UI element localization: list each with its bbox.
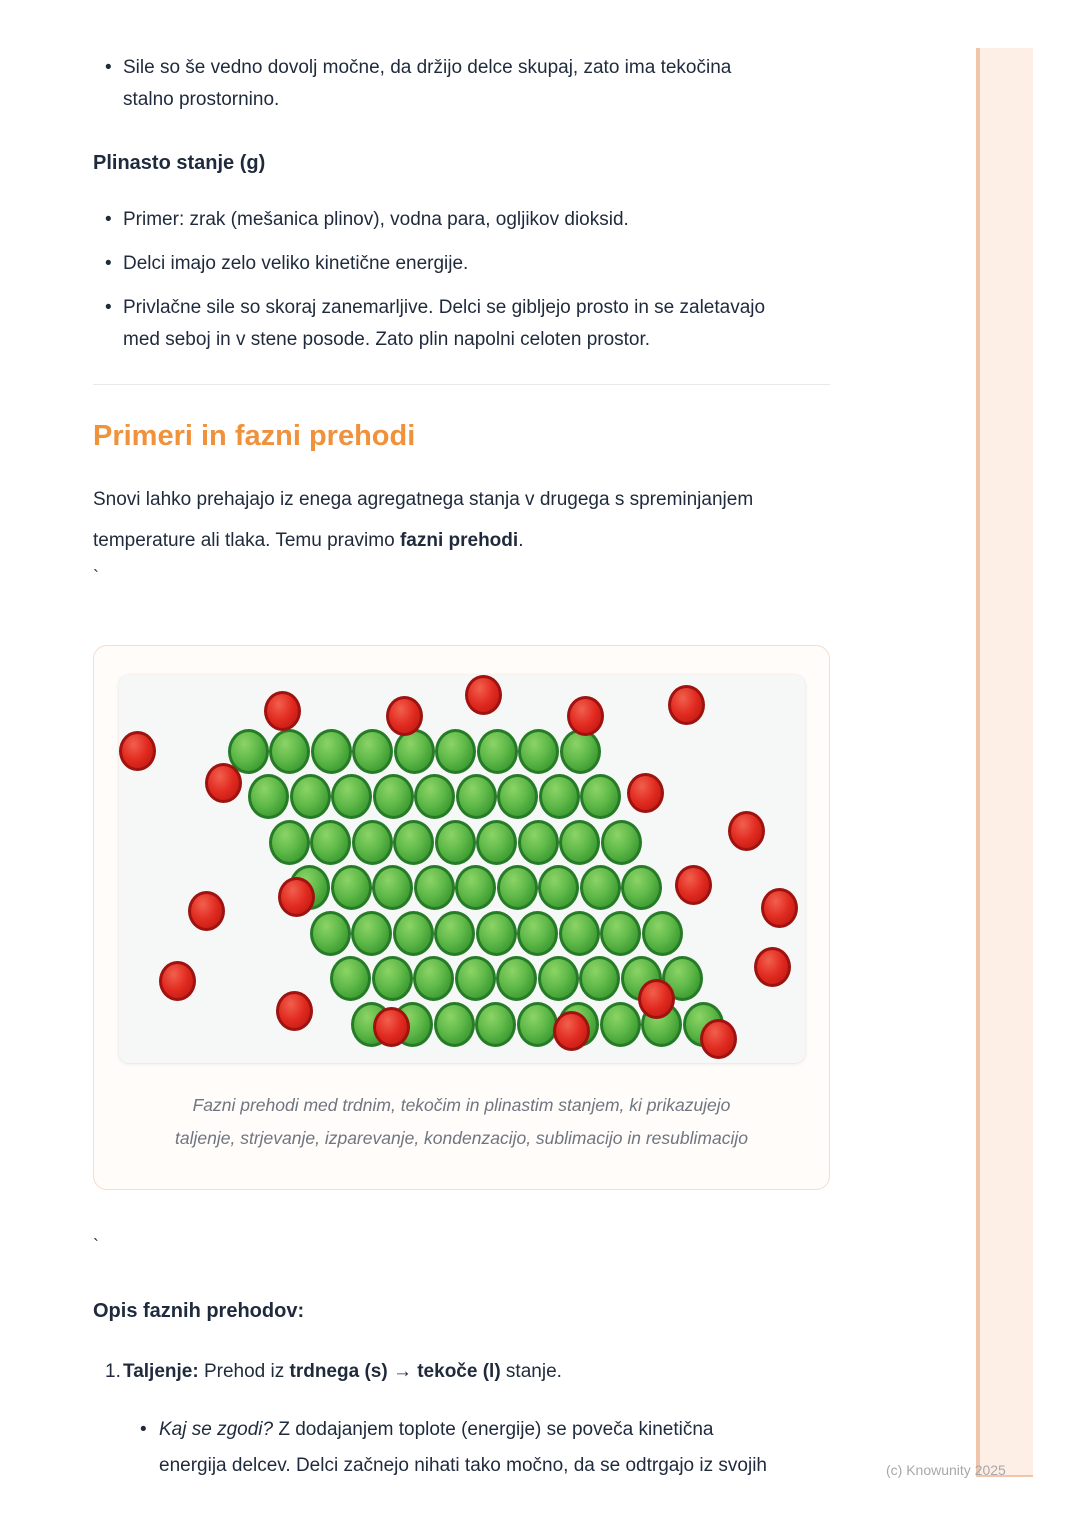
green-particle: [373, 774, 414, 819]
red-particle: [553, 1011, 590, 1051]
item-number: 1.: [105, 1361, 121, 1382]
green-particle: [414, 865, 455, 910]
red-particle: [700, 1019, 737, 1059]
green-particle: [352, 729, 393, 774]
green-particle: [331, 865, 372, 910]
red-particle: [638, 979, 675, 1019]
red-particle: [159, 961, 196, 1001]
bullet-marker: •: [105, 209, 112, 230]
bullet-item: [93, 292, 766, 356]
numbered-item-melting: [93, 1356, 760, 1388]
green-particle: [497, 865, 538, 910]
green-particle: [601, 820, 642, 865]
bullet-text: [159, 1412, 767, 1484]
bullet-item: [93, 248, 760, 280]
green-particle: [310, 911, 351, 956]
green-particle: [435, 820, 476, 865]
green-particle: [455, 956, 496, 1001]
green-particle: [539, 774, 580, 819]
green-particle: [517, 1002, 558, 1047]
green-particle: [414, 774, 455, 819]
green-particle: [600, 1002, 641, 1047]
green-particle: [248, 774, 289, 819]
text-segment: .: [518, 530, 524, 551]
green-particle: [475, 1002, 516, 1047]
red-particle: [761, 888, 798, 928]
transitions-heading: Opis faznih prehodov:: [93, 1300, 305, 1322]
text-segment: Snovi lahko prehajajo iz enega agregatnega stanja v drugega s spreminjanjem: [93, 489, 754, 510]
green-particle: [352, 820, 393, 865]
bullet-item: [93, 52, 760, 116]
phase-paragraph: [93, 479, 760, 561]
green-particle: [518, 820, 559, 865]
green-particle: [455, 865, 496, 910]
bullet-marker: •: [105, 253, 112, 274]
red-particle: [675, 865, 712, 905]
bullet-marker: •: [105, 57, 112, 78]
green-particle: [538, 865, 579, 910]
green-particle: [393, 911, 434, 956]
text-line: [123, 324, 765, 356]
bullet-marker: •: [140, 1419, 147, 1440]
text-segment: taljenje, strjevanje, izparevanje, kondenzacijo, sublimacijo in resublimacijo: [175, 1128, 748, 1148]
gas-state-heading: Plinasto stanje (g): [93, 152, 266, 174]
text-segment: Fazni prehodi med trdnim, tekočim in plinastim stanjem, ki prikazujejo: [192, 1095, 731, 1115]
text-line: [123, 204, 629, 236]
red-particle: [465, 675, 502, 715]
green-particle: [434, 1002, 475, 1047]
red-particle: [373, 1007, 410, 1047]
green-particle: [579, 956, 620, 1001]
bullet-item: [140, 1412, 767, 1484]
text-segment: temperature ali tlaka. Temu pravimo: [93, 530, 400, 551]
green-particle: [518, 729, 559, 774]
green-particle: [456, 774, 497, 819]
bullet-text: [123, 52, 731, 116]
text-segment: Primer: zrak (mešanica plinov), vodna para, ogljikov dioksid.: [123, 209, 629, 230]
text-line: [123, 248, 468, 280]
text-line: [123, 1356, 562, 1388]
text-segment: Z dodajanjem toplote (energije) se poveča kinetična: [273, 1419, 714, 1440]
green-particle: [538, 956, 579, 1001]
green-particle: [290, 774, 331, 819]
liquid-bullet-list: [93, 52, 760, 116]
stray-backtick: `: [93, 567, 99, 587]
green-particle: [311, 729, 352, 774]
text-segment: Privlačne sile so skoraj zanemarljive. Delci se gibljejo prosto in se zaletavajo: [123, 297, 766, 318]
red-particle: [668, 685, 705, 725]
green-particle: [434, 911, 475, 956]
figure-card: [93, 645, 830, 1190]
stray-backtick: `: [93, 1236, 99, 1256]
red-particle: [627, 773, 664, 813]
green-particle: [580, 774, 621, 819]
green-particle: [269, 820, 310, 865]
text-line: [123, 84, 731, 116]
red-particle: [567, 696, 604, 736]
red-particle: [119, 731, 156, 771]
text-segment: stalno prostornino.: [123, 89, 280, 110]
text-segment: trdnega (s) → tekoče (l): [289, 1361, 501, 1382]
green-particle: [517, 911, 558, 956]
side-strip: [976, 48, 1033, 1477]
green-particle: [476, 911, 517, 956]
text-segment: Kaj se zgodi?: [159, 1419, 274, 1440]
green-particle: [330, 956, 371, 1001]
green-particle: [393, 820, 434, 865]
melting-sub-list: [140, 1412, 767, 1484]
red-particle: [754, 947, 791, 987]
green-particle: [476, 820, 517, 865]
text-line: [123, 52, 731, 84]
text-line: [159, 1412, 767, 1448]
text-line: [159, 1448, 767, 1484]
green-particle: [331, 774, 372, 819]
text-segment: stanje.: [500, 1361, 562, 1382]
text-line: [119, 1089, 804, 1122]
red-particle: [278, 877, 315, 917]
green-particle: [310, 820, 351, 865]
watermark: (c) Knowunity 2025: [886, 1462, 1006, 1478]
text-segment: Prehod iz: [203, 1361, 290, 1382]
red-particle: [728, 811, 765, 851]
green-particle: [269, 729, 310, 774]
green-particle: [497, 774, 538, 819]
text-line: [93, 479, 760, 520]
green-particle: [372, 865, 413, 910]
text-segment: energija delcev. Delci začnejo nihati tako močno, da se odtrgajo iz svojih: [159, 1455, 767, 1476]
green-particle: [477, 729, 518, 774]
text-line: [123, 292, 765, 324]
green-particle: [600, 911, 641, 956]
text-segment: Sile so še vedno dovolj močne, da držijo delce skupaj, zato ima tekočina: [123, 57, 732, 78]
red-particle: [276, 991, 313, 1031]
item-text: [123, 1356, 562, 1388]
bullet-text: [123, 248, 468, 280]
text-segment: Delci imajo zelo veliko kinetične energije.: [123, 253, 469, 274]
green-particle: [435, 729, 476, 774]
bullet-text: [123, 292, 765, 356]
red-particle: [205, 763, 242, 803]
red-particle: [188, 891, 225, 931]
green-particle: [496, 956, 537, 1001]
bullet-marker: •: [105, 297, 112, 318]
gas-bullet-list: [93, 204, 766, 356]
green-particle: [351, 911, 392, 956]
text-segment: Taljenje:: [123, 1361, 204, 1382]
figure-caption: [119, 1089, 804, 1155]
green-particle: [413, 956, 454, 1001]
green-particle: [580, 865, 621, 910]
phase-section-heading: Primeri in fazni prehodi: [93, 420, 416, 452]
bullet-item: [93, 204, 760, 236]
red-particle: [386, 696, 423, 736]
green-particle: [372, 956, 413, 1001]
green-particle: [559, 820, 600, 865]
bullet-text: [123, 204, 629, 236]
figure-image-panel: [119, 675, 805, 1063]
green-particle: [621, 865, 662, 910]
green-particle: [559, 911, 600, 956]
text-segment: fazni prehodi: [399, 530, 519, 551]
section-divider: [93, 384, 830, 385]
text-line: [119, 1122, 804, 1155]
green-particle: [642, 911, 683, 956]
text-segment: med seboj in v stene posode. Zato plin napolni celoten prostor.: [123, 329, 651, 350]
red-particle: [264, 691, 301, 731]
text-line: [93, 520, 760, 561]
